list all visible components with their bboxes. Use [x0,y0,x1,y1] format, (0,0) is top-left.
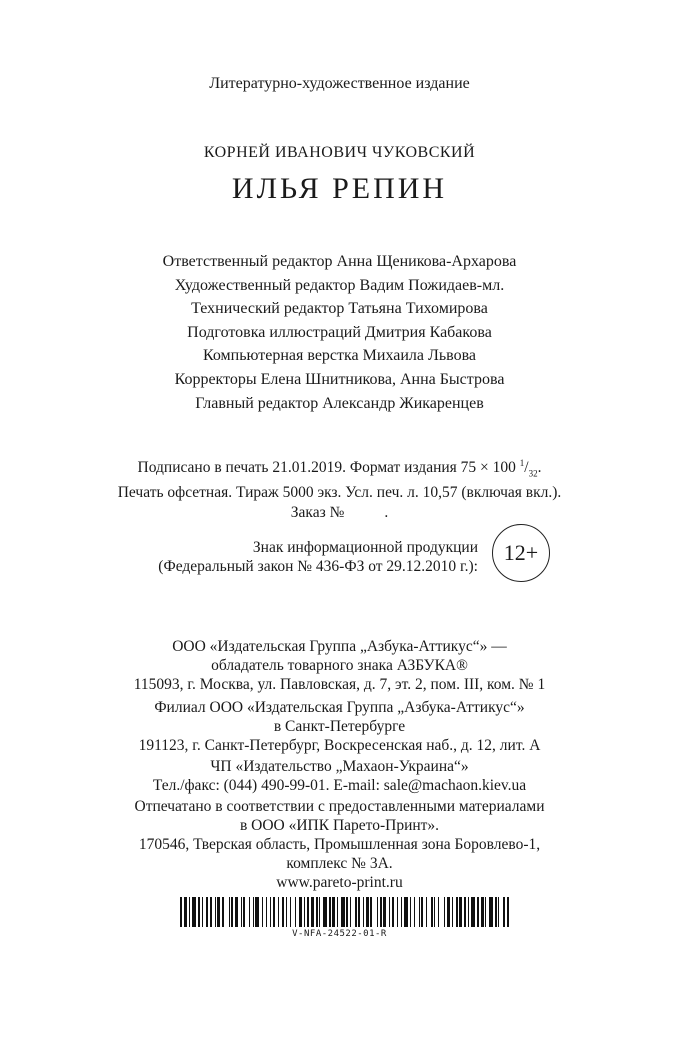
print-line-3 [0,503,679,523]
print-line-2: Печать офсетная. Тираж 5000 экз. Усл. печ. л. 10,57 (включая вкл.). [117,484,562,502]
credit-line: Художественный редактор Вадим Пожидаев-мл. [174,276,505,294]
publisher-line: ООО «Издательская Группа „Азбука-Аттикус“» — [172,638,507,655]
branch-line: 191123, г. Санкт-Петербург, Воскресенская наб., д. 12, лит. А [138,737,541,754]
printer-line: в ООО «ИПК Парето-Принт». [239,817,440,834]
age-rating: 12+ [503,540,539,565]
info-sign-line-2: (Федеральный закон № 436-ФЗ от 29.12.2010 г.): [158,558,478,575]
branch-line: в Санкт-Петербурге [273,718,406,735]
book-title: ИЛЬЯ РЕПИН [231,172,448,205]
branch-block [0,698,679,755]
ukraine-block [0,757,679,795]
ukraine-line: Тел./факс: (044) 490-99-01. E-mail: sale@machaon.kiev.ua [152,777,527,794]
credit-line: Корректоры Елена Шнитникова, Анна Быстрова [174,370,505,388]
author-name: КОРНЕЙ ИВАНОВИЧ ЧУКОВСКИЙ [203,144,476,161]
info-sign-line-1: Знак информационной продукции [252,539,478,556]
credit-line: Технический редактор Татьяна Тихомирова [191,300,488,317]
print-line-1-end: . [537,459,542,477]
printer-website: www.pareto-print.ru [276,874,403,891]
credits-block [0,250,679,391]
printer-block [0,797,679,892]
print-info [0,453,679,523]
credit-line: Ответственный редактор Анна Щеникова-Архарова [162,253,517,270]
chief-editor: Главный редактор Александр Жикаренцев [195,395,484,412]
printer-line: 170546, Тверская область, Промышленная зона Боровлево-1, [138,836,541,853]
printer-line: Отпечатано в соответствии с предоставленными материалами [134,798,545,815]
barcode-code: V-NFA-24522-01-R [292,929,387,939]
ukraine-line: ЧП «Издательство „Махаон-Украина“» [210,758,469,775]
branch-line: Филиал ООО «Издательская Группа „Азбука-Аттикус“» [154,699,525,716]
credit-line: Подготовка иллюстраций Дмитрия Кабакова [187,323,492,341]
publisher-block [0,637,679,694]
print-line-1 [0,453,679,483]
credit-line: Компьютерная верстка Михаила Львова [202,347,477,364]
order-label: Заказ № [290,504,345,522]
fraction-separator: / [524,459,529,477]
publisher-line: 115093, г. Москва, ул. Павловская, д. 7, эт. 2, пом. III, ком. № 1 [133,676,546,693]
fraction-numerator: 1 [519,458,525,468]
info-sign-text [130,538,478,576]
publisher-line: обладатель товарного знака АЗБУКА® [211,657,468,674]
printer-line: комплекс № 3А. [286,855,393,872]
barcode-icon [180,897,510,927]
fraction-denominator: 32 [528,468,538,479]
order-end: . [384,504,389,522]
age-rating-badge [492,524,550,582]
print-format: Подписано в печать 21.01.2019. Формат издания 75 × 100 [137,459,520,477]
edition-type: Литературно-художественное издание [209,75,470,92]
